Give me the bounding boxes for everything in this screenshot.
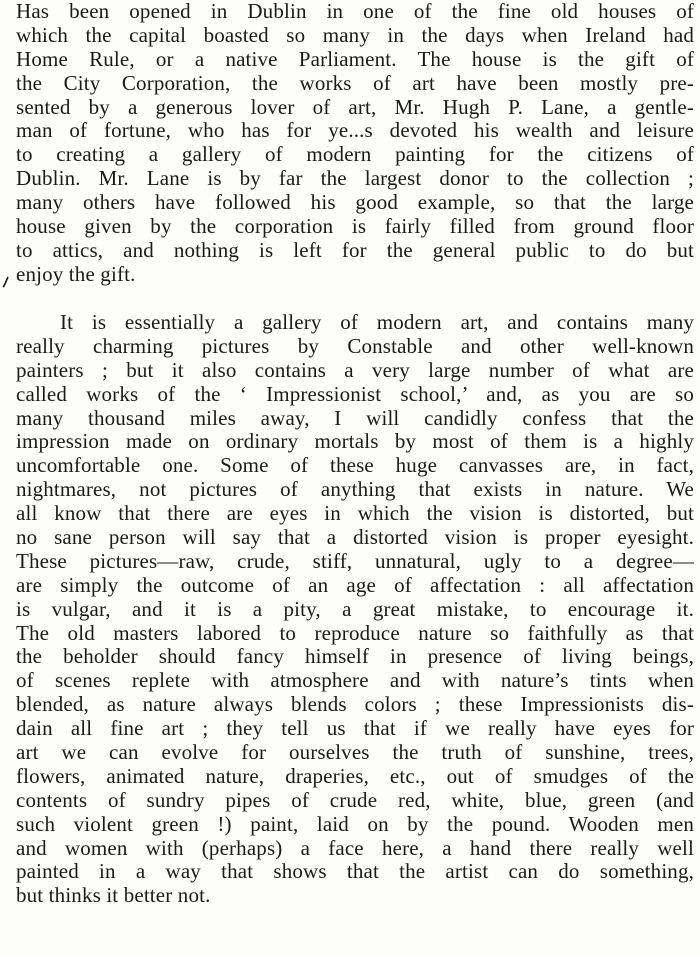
- text-line: and women with (perhaps) a face here, a hand there really well: [16, 835, 694, 860]
- text-line: such violent green !) paint, laid on by the pound. Wooden men: [16, 811, 694, 836]
- text-line: flowers, animated nature, draperies, etc., out of smudges of the: [16, 763, 694, 788]
- text-line: painted in a way that shows that the artist can do something,: [16, 859, 694, 884]
- margin-mark: [2, 276, 10, 288]
- text-line: dain all fine art ; they tell us that if we really have eyes for: [16, 716, 694, 741]
- text-line: contents of sundry pipes of crude red, white, blue, green (and: [16, 787, 694, 812]
- text-line: enjoy the gift.: [16, 261, 136, 286]
- text-line: The old masters labored to reproduce nature so faithfully as that: [16, 620, 694, 645]
- text-line: no sane person will say that a distorted vision is proper eyesight.: [16, 525, 694, 550]
- text-line: of scenes replete with atmosphere and with nature’s tints when: [16, 668, 694, 693]
- paragraph-1: [16, 0, 694, 287]
- text-line: house given by the corporation is fairly filled from ground floor: [16, 214, 694, 239]
- text-line: which the capital boasted so many in the days when Ireland had: [16, 22, 694, 47]
- text-line: It is essentially a gallery of modern art, and contains many: [60, 310, 694, 334]
- text-line: painters ; but it also contains a very large number of what are: [16, 357, 694, 382]
- text-line: called works of the ‘ Impressionist school,’ and, as you are so: [16, 381, 694, 406]
- text-line: many thousand miles away, I will candidly confess that the: [16, 405, 694, 430]
- text-line: nightmares, not pictures of anything that exists in nature. We: [16, 477, 694, 502]
- text-line: are simply the outcome of an age of affectation : all affectation: [16, 572, 694, 597]
- text-line: Dublin. Mr. Lane is by far the largest donor to the collection ;: [16, 166, 694, 191]
- text-line: sented by a generous lover of art, Mr. Hugh P. Lane, a gentle-: [16, 94, 694, 119]
- text-line: all know that there are eyes in which the vision is distorted, but: [16, 501, 694, 526]
- text-line: to attics, and nothing is left for the general public to do but: [16, 237, 694, 262]
- text-line: really charming pictures by Constable and other well-known: [16, 333, 694, 358]
- text-line: Has been opened in Dublin in one of the fine old houses of: [16, 0, 694, 23]
- text-line: many others have followed his good example, so that the large: [16, 190, 694, 215]
- text-line: to creating a gallery of modern painting for the citizens of: [16, 142, 694, 167]
- text-line: uncomfortable one. Some of these huge canvasses are, in fact,: [16, 453, 694, 478]
- text-line: blended, as nature always blends colors ; these Impressionists dis-: [16, 692, 694, 717]
- text-line: art we can evolve for ourselves the truth of sunshine, trees,: [16, 740, 694, 765]
- text-line: but thinks it better not.: [16, 883, 211, 908]
- text-line: These pictures—raw, crude, stiff, unnatural, ugly to a degree—: [16, 548, 694, 573]
- text-line: Home Rule, or a native Parliament. The house is the gift of: [16, 46, 694, 71]
- text-line: man of fortune, who has for ye...s devoted his wealth and leisure: [16, 118, 694, 143]
- text-line: is vulgar, and it is a pity, a great mistake, to encourage it.: [16, 596, 694, 621]
- paragraph-2: [16, 311, 694, 908]
- text-line: the City Corporation, the works of art have been mostly pre-: [16, 70, 694, 95]
- text-line: the beholder should fancy himself in presence of living beings,: [16, 644, 694, 669]
- text-line: impression made on ordinary mortals by most of them is a highly: [16, 429, 694, 454]
